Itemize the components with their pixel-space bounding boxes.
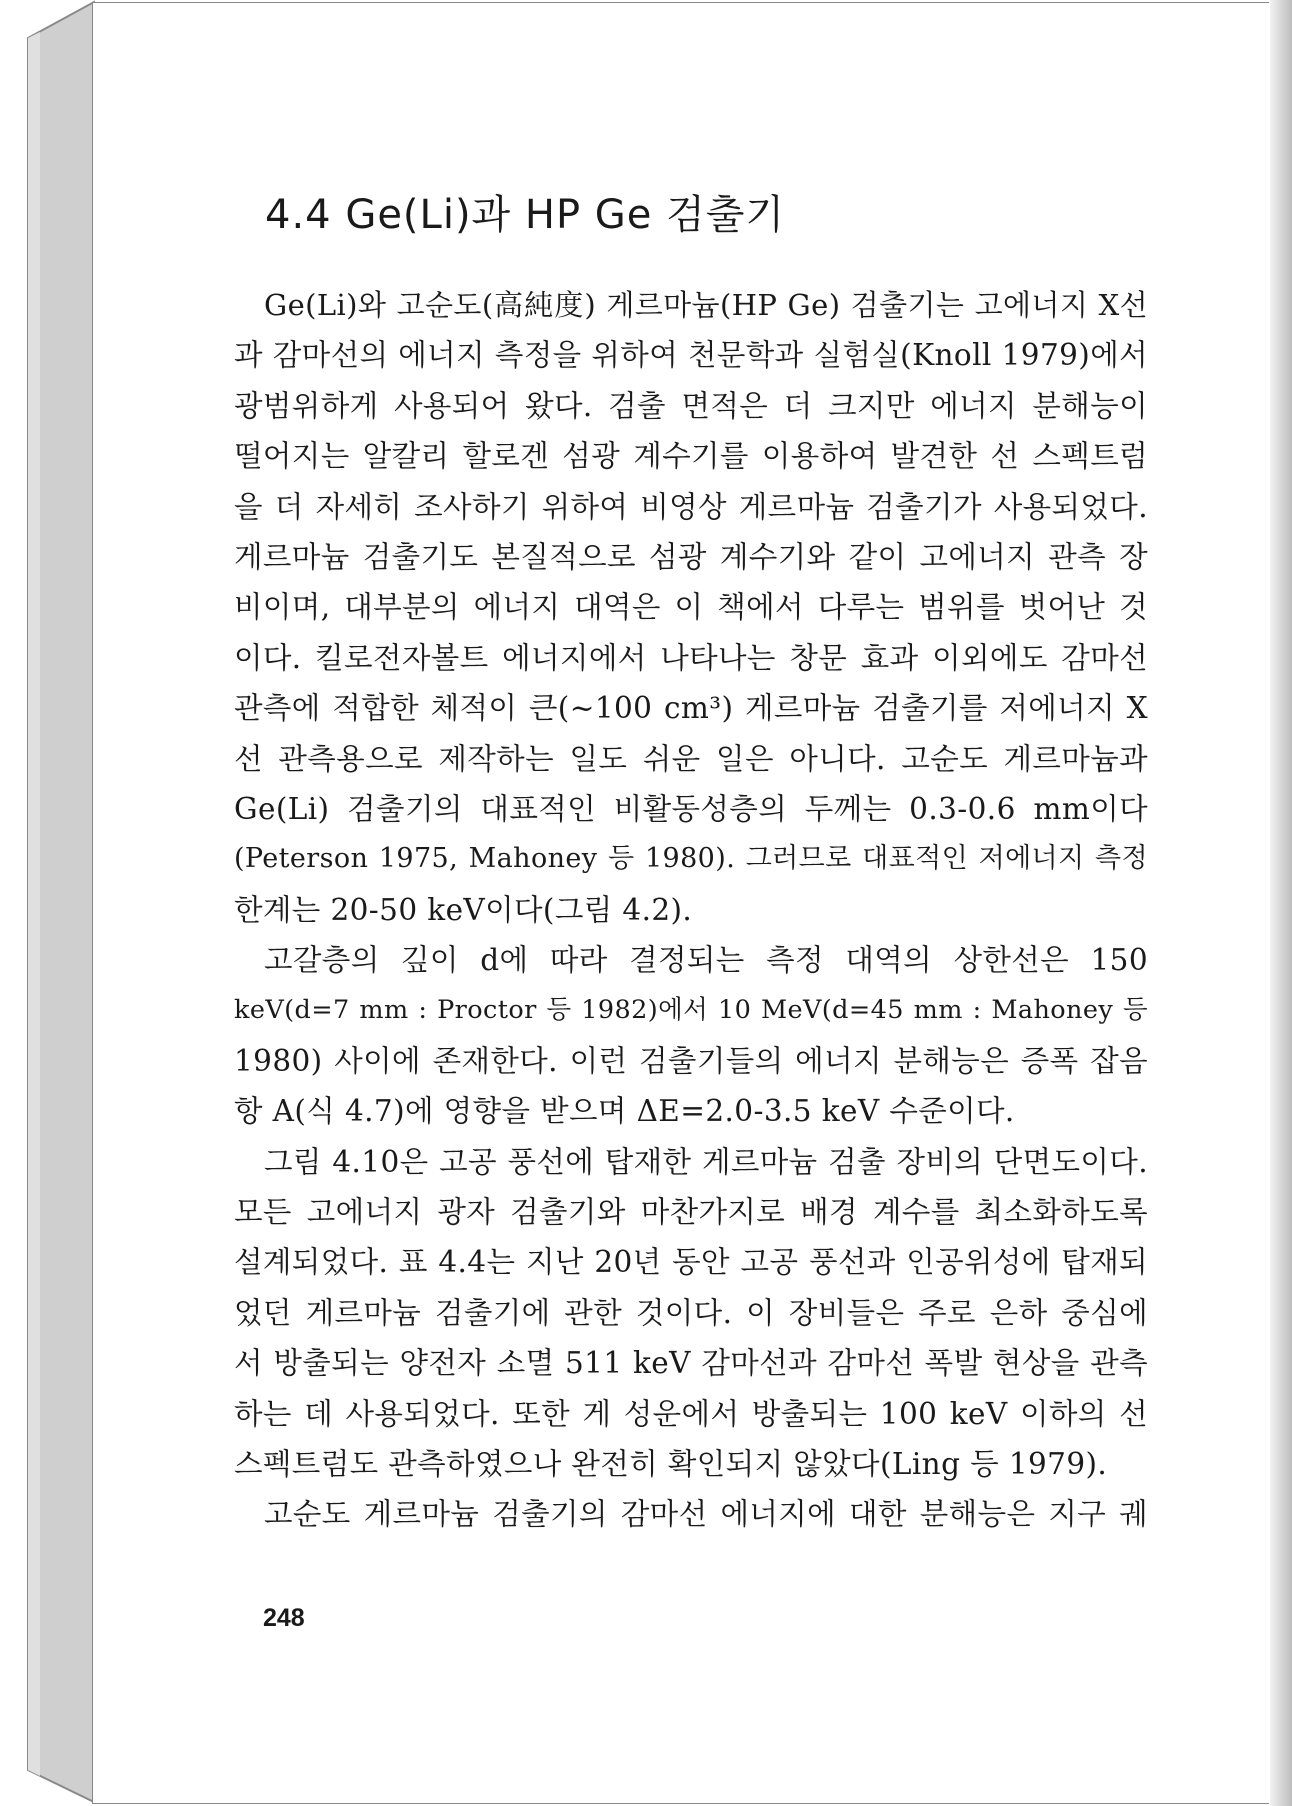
text-line: Ge(Li)와 고순도(高純度) 게르마늄(HP Ge) 검출기는 고에너지 X선 bbox=[264, 288, 1148, 322]
book-edge bbox=[0, 0, 100, 1806]
text-line: 설계되었다. 표 4.4는 지난 20년 동안 고공 풍선과 인공위성에 탑재되 bbox=[234, 1245, 1148, 1280]
text-line: 고순도 게르마늄 검출기의 감마선 에너지에 대한 분해능은 지구 궤 bbox=[264, 1497, 1148, 1532]
text-line: Ge(Li) 검출기의 대표적인 비활동성층의 두께는 0.3-0.6 mm이다 bbox=[234, 791, 1148, 826]
text-line: 게르마늄 검출기도 본질적으로 섬광 계수기와 같이 고에너지 관측 장 bbox=[234, 539, 1148, 574]
text-line: 그림 4.10은 고공 풍선에 탑재한 게르마늄 검출 장비의 단면도이다. bbox=[264, 1144, 1148, 1179]
text-line: 스펙트럼도 관측하였으나 완전히 확인되지 않았다(Ling 등 1979). bbox=[234, 1446, 1108, 1481]
text-line: 비이며, 대부분의 에너지 대역은 이 책에서 다루는 범위를 벗어난 것 bbox=[234, 590, 1148, 625]
text-line: 과 감마선의 에너지 측정을 위하여 천문학과 실험실(Knoll 1979)에서 bbox=[234, 338, 1148, 373]
text-line: 고갈층의 깊이 d에 따라 결정되는 측정 대역의 상한선은 150 bbox=[264, 943, 1148, 978]
text-line: 광범위하게 사용되어 왔다. 검출 면적은 더 크지만 에너지 분해능이 bbox=[234, 388, 1148, 423]
page-number: 248 bbox=[263, 1604, 305, 1632]
text-line: (Peterson 1975, Mahoney 등 1980). 그러므로 대표적인 저에너지 측정 bbox=[234, 843, 1148, 875]
text-line: keV(d=7 mm : Proctor 등 1982)에서 10 MeV(d=45 mm : Mahoney 등 bbox=[234, 995, 1148, 1026]
text-line: 이다. 킬로전자볼트 에너지에서 나타나는 창문 효과 이외에도 감마선 bbox=[234, 640, 1148, 675]
text-line: 모든 고에너지 광자 검출기와 마찬가지로 배경 계수를 최소화하도록 bbox=[234, 1195, 1148, 1230]
text-line: 떨어지는 알칼리 할로겐 섬광 계수기를 이용하여 발견한 선 스펙트럼 bbox=[234, 439, 1148, 474]
text-line: 관측에 적합한 체적이 큰(~100 cm³) 게르마늄 검출기를 저에너지 X bbox=[234, 691, 1148, 726]
text-line: 서 방출되는 양전자 소멸 511 keV 감마선과 감마선 폭발 현상을 관측 bbox=[234, 1346, 1148, 1381]
section-title: 4.4 Ge(Li)과 HP Ge 검출기 bbox=[265, 192, 786, 238]
body-text bbox=[234, 280, 1148, 1540]
text-line: 한계는 20-50 keV이다(그림 4.2). bbox=[234, 892, 693, 927]
text-line: 1980) 사이에 존재한다. 이런 검출기들의 에너지 분해능은 증폭 잡음 bbox=[234, 1043, 1148, 1078]
text-line: 선 관측용으로 제작하는 일도 쉬운 일은 아니다. 고순도 게르마늄과 bbox=[234, 741, 1148, 776]
text-line: 하는 데 사용되었다. 또한 게 성운에서 방출되는 100 keV 이하의 선 bbox=[234, 1396, 1148, 1431]
text-line: 을 더 자세히 조사하기 위하여 비영상 게르마늄 검출기가 사용되었다. bbox=[234, 489, 1148, 524]
page-shadow bbox=[1270, 0, 1292, 1806]
text-line: 항 A(식 4.7)에 영향을 받으며 ΔE=2.0-3.5 keV 수준이다. bbox=[234, 1094, 1015, 1129]
text-line: 었던 게르마늄 검출기에 관한 것이다. 이 장비들은 주로 은하 중심에 bbox=[234, 1295, 1148, 1330]
